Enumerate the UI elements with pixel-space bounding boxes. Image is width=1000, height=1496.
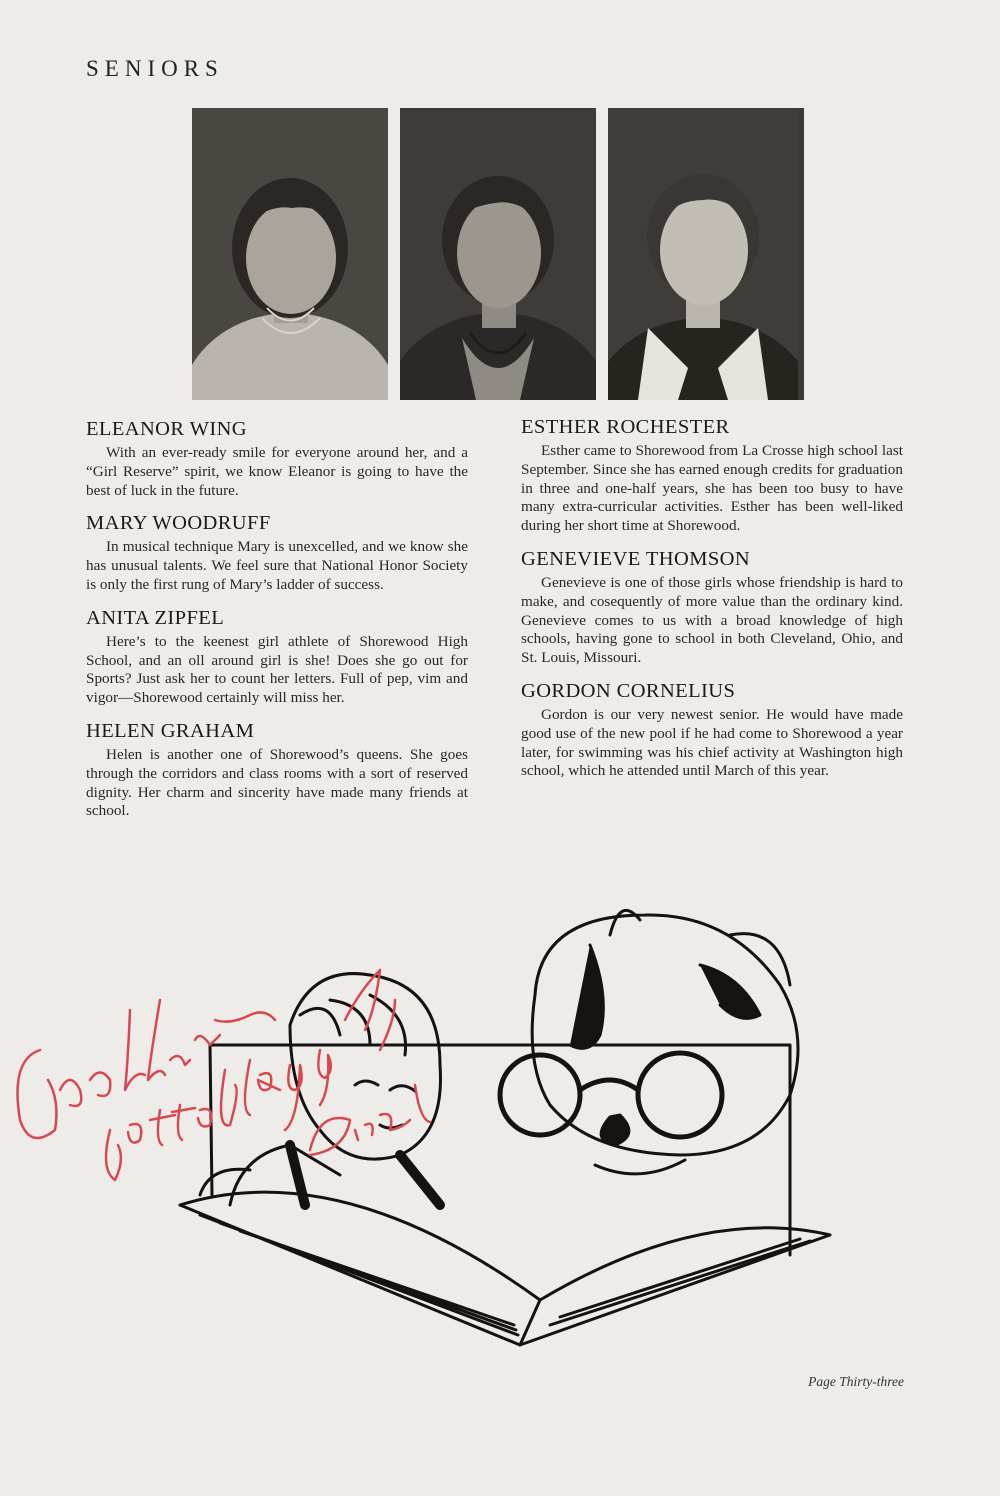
- senior-bio: Genevieve is one of those girls whose friendship is hard to make, and cosequently of more value than the ordinary kind. Genevieve comes to us with a broad knowledge of high schools, having gone to school in both Cleveland, Ohio, and St. Louis, Missouri.: [521, 573, 903, 667]
- senior-bio: Gordon is our very newest senior. He would have made good use of the new pool if he had come to Shorewood a year later, for swimming was his chief activity at Washington high school, which he attended until March of this year.: [521, 705, 903, 780]
- senior-entry: [86, 720, 468, 821]
- senior-bio: With an ever-ready smile for everyone around her, and a “Girl Reserve” spirit, we know Eleanor is going to have the best of luck in the future.: [86, 444, 468, 499]
- senior-bio: In musical technique Mary is unexcelled, and we know she has unusual talents. We feel sure that National Honor Society is only the first rung of Mary’s ladder of success.: [86, 538, 468, 593]
- senior-name: GORDON CORNELIUS: [521, 679, 736, 702]
- portrait-photo-2: [400, 108, 596, 400]
- senior-bio: Helen is another one of Shorewood’s queens. She goes through the corridors and class rooms with a sort of reserved dignity. Her charm and sincerity have made many friends at school.: [86, 745, 468, 820]
- senior-entry: [521, 548, 903, 668]
- senior-name: ANITA ZIPFEL: [86, 606, 225, 629]
- senior-entry: [86, 418, 468, 500]
- senior-name: MARY WOODRUFF: [86, 512, 271, 535]
- senior-name: GENEVIEVE THOMSON: [521, 547, 751, 570]
- senior-bio: Esther came to Shorewood from La Crosse high school last September. Since she has earned enough credits for graduation in three and one-half years, she has been too busy to have many extra-curricular activities. Esther has been well-liked during her short time at Shorewood.: [521, 442, 903, 535]
- senior-name: ELEANOR WING: [86, 418, 247, 440]
- senior-entry: [521, 416, 903, 536]
- left-column: [86, 418, 468, 833]
- senior-name: HELEN GRAHAM: [86, 719, 255, 742]
- senior-name: ESTHER ROCHESTER: [521, 416, 730, 438]
- page-number: Page Thirty-three: [808, 1374, 904, 1389]
- senior-bio: Here’s to the keenest girl athlete of Shorewood High School, and an oll around girl is she! Does she go out for Sports? Just ask her to count her letters. Full of pep, vim and vigor—Shorewood certainly will miss her.: [86, 632, 468, 707]
- portrait-photo-3: [608, 108, 804, 400]
- handwritten-signature: [0, 890, 470, 1220]
- portrait-photo-1: [192, 108, 388, 400]
- senior-entry: [521, 680, 903, 781]
- portrait-row: [192, 108, 798, 400]
- right-column: [521, 416, 903, 793]
- senior-entry: [86, 607, 468, 708]
- page-title: SENIORS: [86, 56, 224, 81]
- senior-entry: [86, 512, 468, 594]
